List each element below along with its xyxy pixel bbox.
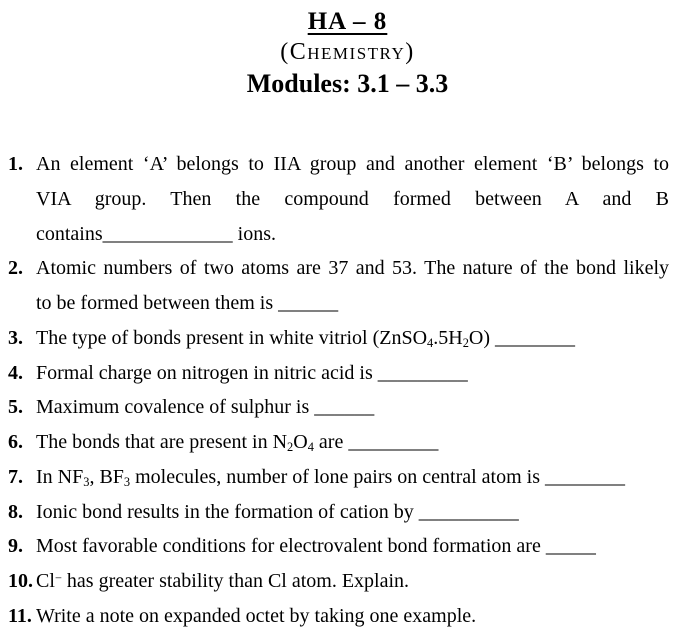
question-text (36, 356, 669, 391)
question-text (36, 147, 669, 251)
question-item (8, 425, 669, 460)
question-item (8, 564, 669, 599)
question-number: 1. (8, 153, 23, 175)
question-text (36, 529, 669, 564)
question-text (36, 599, 669, 634)
question-line: The bonds that are present in $N_2O_4$ are _________ (36, 431, 439, 455)
question-line: VIA group. Then the compound formed between A and B (36, 187, 669, 210)
question-item (8, 147, 669, 251)
question-item (8, 251, 669, 321)
question-item (8, 356, 669, 391)
question-item (8, 495, 669, 530)
question-number: 8. (8, 500, 23, 523)
question-number: 3. (8, 326, 23, 349)
question-line: Most favorable conditions for electrovalent bond formation are _____ (36, 535, 596, 558)
worksheet-header (0, 0, 695, 102)
question-list (0, 147, 695, 634)
question-line: Atomic numbers of two atoms are 37 and 53. The nature of the bond likely (36, 257, 669, 280)
question-line: Formal charge on nitrogen in nitric acid is _________ (36, 361, 468, 384)
question-number: 2. (8, 257, 23, 280)
question-item (8, 599, 669, 634)
question-number: 7. (8, 465, 23, 488)
question-line: The type of bonds present in white vitriol $(ZnSO_4.5H_2O)$ ________ (36, 326, 576, 350)
question-number: 11. (8, 604, 32, 627)
question-line: Cl− has greater stability than Cl atom. Explain. (36, 570, 410, 592)
question-number: 6. (8, 431, 23, 453)
question-text (36, 495, 669, 530)
question-item (8, 529, 669, 564)
subject-subtitle: (Chemistry) (280, 39, 415, 65)
question-line: Write a note on expanded octet by taking one example. (36, 604, 477, 627)
question-text (36, 425, 669, 460)
question-line: contains_____________ ions. (36, 222, 276, 245)
question-number: 5. (8, 396, 23, 419)
page-title: HA – 8 (307, 8, 388, 35)
question-line: Ionic bond results in the formation of cation by __________ (36, 500, 519, 523)
question-text (36, 390, 669, 425)
question-number: 9. (8, 535, 23, 558)
question-line: In $NF_3$, $BF_3$ molecules, number of lone pairs on central atom is ________ (36, 465, 625, 489)
question-number: 4. (8, 361, 23, 384)
question-number: 10. (8, 570, 33, 592)
question-line: to be formed between them is ______ (36, 292, 339, 314)
question-item (8, 460, 669, 495)
question-item (8, 390, 669, 425)
modules-range: Modules: 3.1 – 3.3 (246, 69, 449, 98)
question-line: An element ‘A’ belongs to IIA group and another element ‘B’ belongs to (36, 153, 669, 175)
question-text (36, 564, 669, 599)
question-item (8, 321, 669, 356)
question-text (36, 251, 669, 321)
question-text (36, 460, 669, 495)
question-line: Maximum covalence of sulphur is ______ (36, 396, 375, 419)
question-text (36, 321, 669, 356)
